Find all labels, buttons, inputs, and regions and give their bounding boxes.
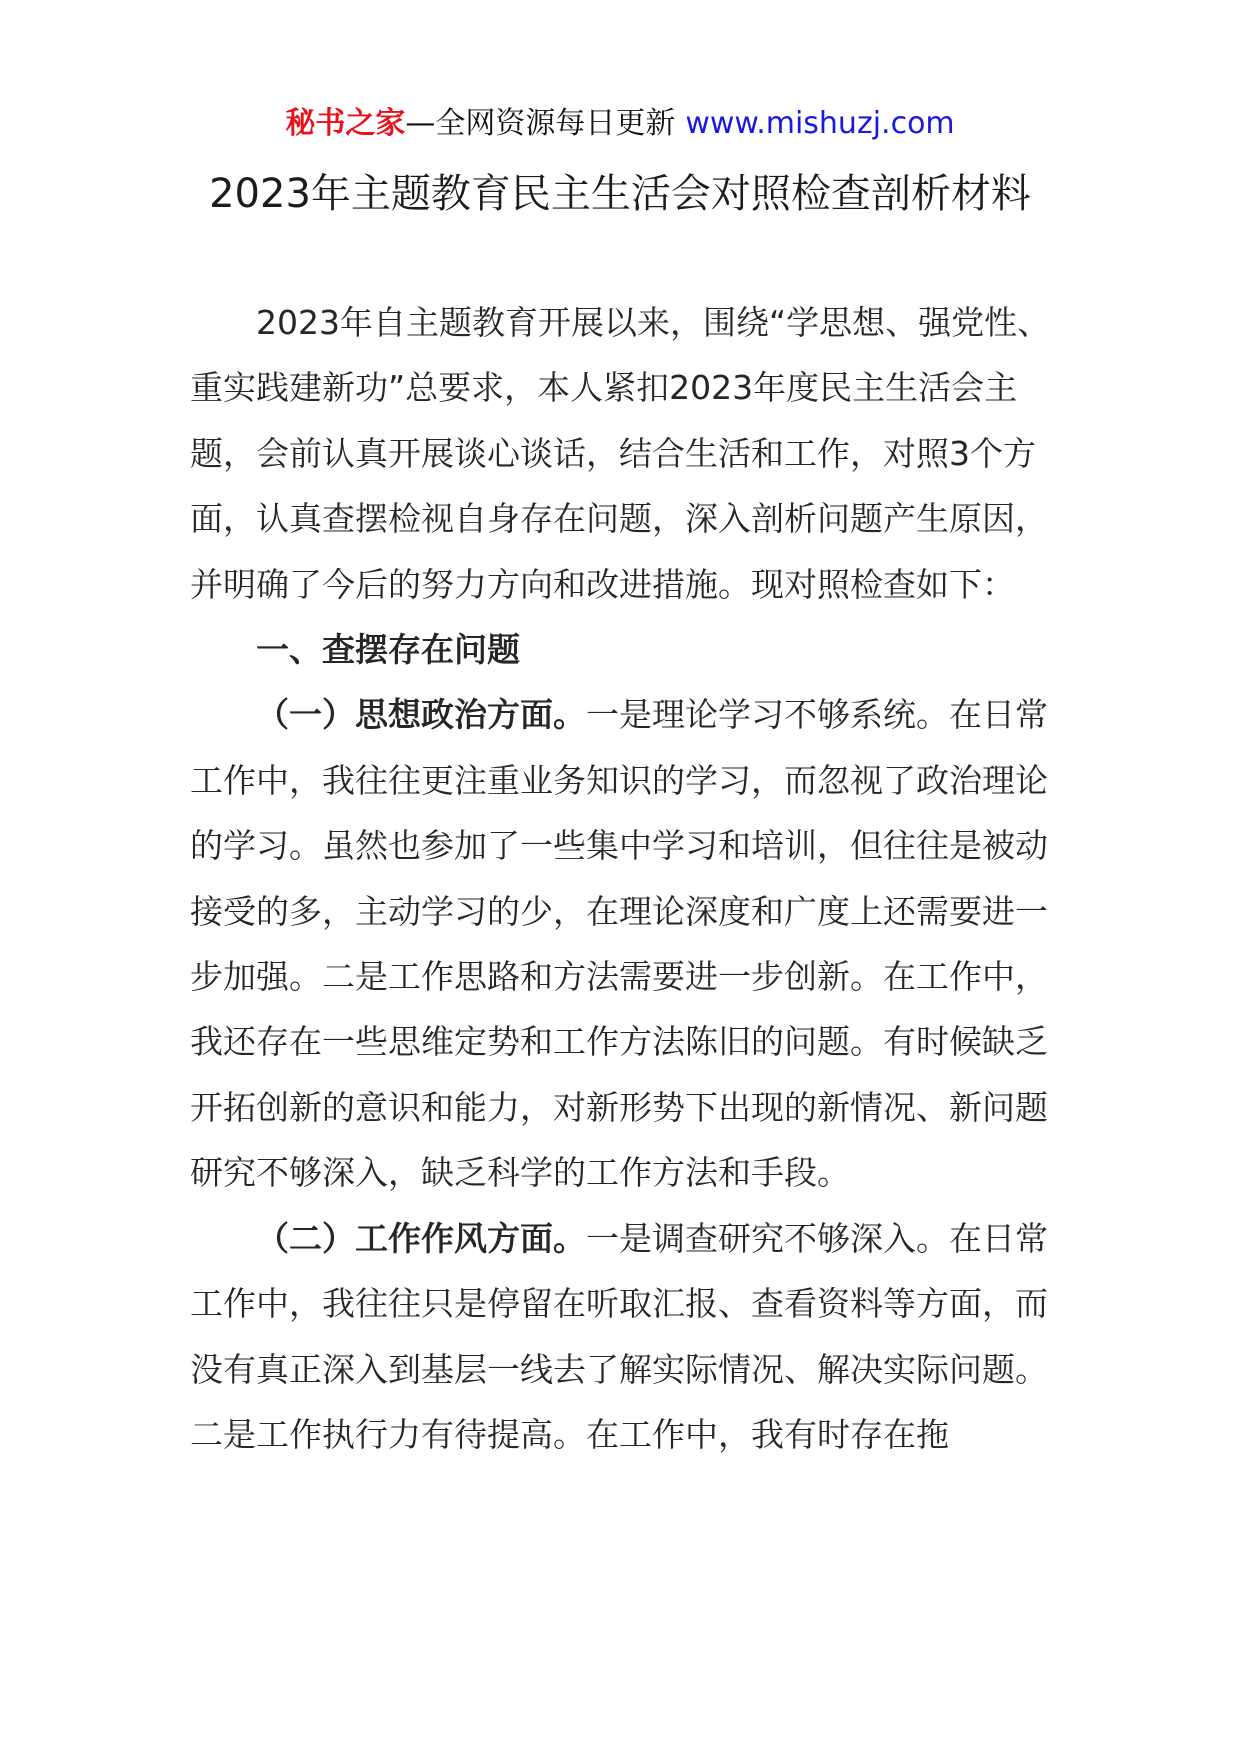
site-name: 秘书之家 [285, 106, 406, 141]
document-body [190, 290, 1060, 1467]
subsection-paragraph-2 [190, 1206, 1060, 1468]
subsection-paragraph-1 [190, 682, 1060, 1205]
section-heading-1: 一、查摆存在问题 [256, 630, 520, 670]
subsection-title-1: （一）思想政治方面。 [256, 695, 586, 735]
site-slogan: —全网资源每日更新 [405, 106, 676, 141]
document-title: 2023年主题教育民主生活会对照检查剖析材料 [209, 171, 1031, 217]
site-url-link[interactable]: www.mishuzj.com [685, 106, 955, 141]
site-header [0, 104, 1240, 144]
subsection-body-1: 一是理论学习不够系统。在日常工作中，我往往更注重业务知识的学习，而忽视了政治理论的学习。虽然也参加了一些集中学习和培训，但往往是被动接受的多，主动学习的少，在理论深度和广度上还需要进一步加强。二是工作思路和方法需要进一步创新。在工作中，我还存在一些思维定势和工作方法陈旧的问题。有时候缺乏开拓创新的意识和能力，对新形势下出现的新情况、新问题研究不够深入，缺乏科学的工作方法和手段。 [190, 695, 1048, 1193]
subsection-title-2: （二）工作作风方面。 [256, 1218, 586, 1258]
subsection-body-2: 一是调查研究不够深入。在日常工作中，我往往只是停留在听取汇报、查看资料等方面，而没有真正深入到基层一线去了解实际情况、解决实际问题。二是工作执行力有待提高。在工作中，我有时存在拖 [190, 1218, 1048, 1454]
intro-paragraph: 2023年自主题教育开展以来，围绕“学思想、强党性、重实践建新功”总要求，本人紧扣2023年度民主生活会主题，会前认真开展谈心谈话，结合生活和工作，对照3个方面，认真查摆检视自身存在问题，深入剖析问题产生原因，并明确了今后的努力方向和改进措施。现对照检查如下： [190, 303, 1051, 604]
